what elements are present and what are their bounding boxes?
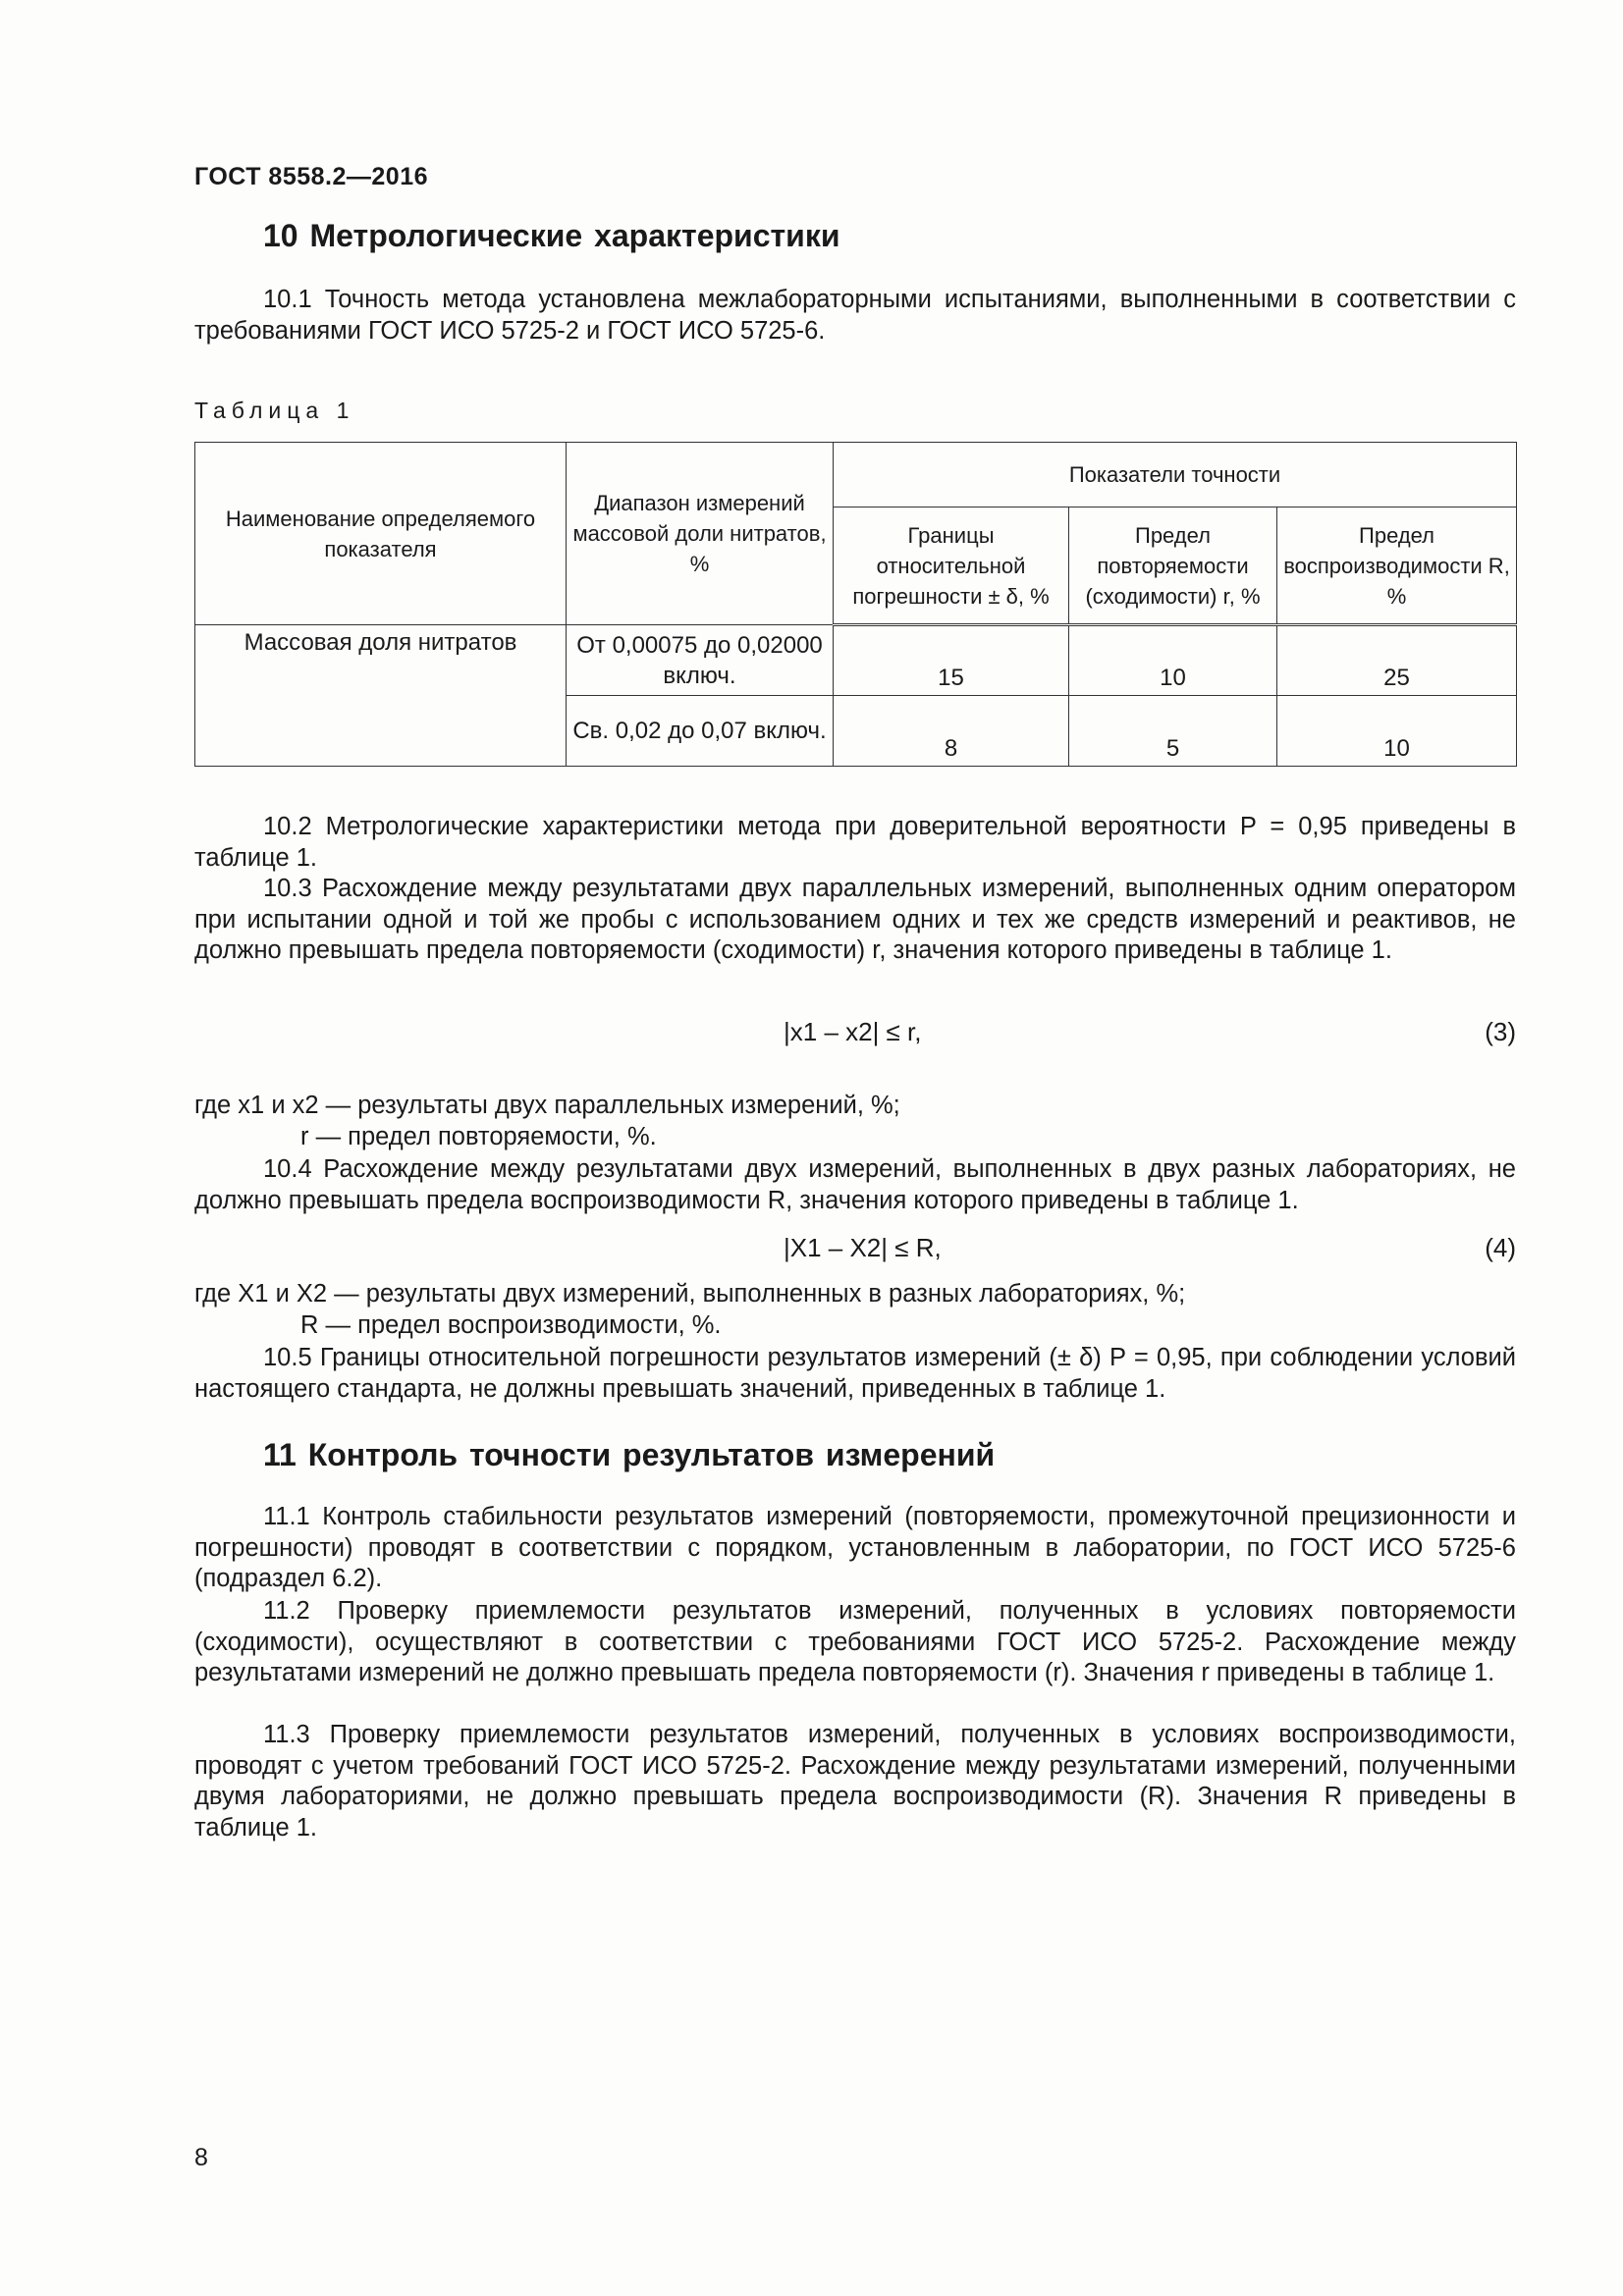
table-row-name: Массовая доля нитратов xyxy=(195,625,567,767)
table-row-delta: 15 xyxy=(834,625,1069,696)
paragraph-10-1: 10.1 Точность метода установлена межлабораторными испытаниями, выполненными в соответствии с требованиями ГОСТ ИСО 5725-2 и ГОСТ ИСО 5725-6. xyxy=(194,286,1516,345)
formula-4-number: (4) xyxy=(1485,1233,1516,1262)
paragraph-11-2: 11.2 Проверку приемлемости результатов измерений, полученных в условиях повторяемости (сходимости), осуществляют в соответствии с требованиями ГОСТ ИСО 5725-2. Расхождение между результатами измерений не должно превышать предела повторяемости (r). Значения r приведены в таблице 1. xyxy=(194,1597,1516,1686)
formula-4 xyxy=(194,1233,1516,1266)
document-id: ГОСТ 8558.2—2016 xyxy=(194,163,429,190)
paragraph-10-2: 10.2 Метрологические характеристики метода при доверительной вероятности P = 0,95 приведены в таблице 1. xyxy=(194,813,1516,872)
page-number: 8 xyxy=(194,2144,208,2171)
table-1 xyxy=(194,442,1517,767)
table-header-delta: Границы относительной погрешности ± δ, % xyxy=(834,507,1069,625)
formula-3-number: (3) xyxy=(1485,1017,1516,1046)
paragraph-10-4: 10.4 Расхождение между результатами двух измерений, выполненных в двух разных лабораториях, не должно превышать предела воспроизводимости R, значения которого приведены в таблице 1. xyxy=(194,1155,1516,1214)
section-10-title: 10 Метрологические характеристики xyxy=(263,218,840,253)
legend-line: R — предел воспроизводимости, %. xyxy=(300,1311,722,1339)
table-row-delta: 8 xyxy=(834,696,1069,767)
table-header-reproducibility: Предел воспроизводимости R, % xyxy=(1277,507,1517,625)
formula-3-expression: |x1 – x2| ≤ r, xyxy=(784,1017,922,1046)
table-caption: Таблица 1 xyxy=(194,398,355,423)
legend-line: где x1 и x2 — результаты двух параллельных измерений, %; xyxy=(194,1092,900,1119)
legend-line: где X1 и X2 — результаты двух измерений, выполненных в разных лабораториях, %; xyxy=(194,1280,1186,1308)
table-header-name: Наименование определяемого показателя xyxy=(195,443,567,625)
paragraph-10-3: 10.3 Расхождение между результатами двух параллельных измерений, выполненных одним оператором при испытании одной и той же пробы с использованием одних и тех же средств измерений и реактивов, не должно превышать предела повторяемости (сходимости) r, значения которого приведены в таблице 1. xyxy=(194,875,1516,964)
table-header-range: Диапазон измерений массовой доли нитратов, % xyxy=(567,443,834,625)
table-header-accuracy-group: Показатели точности xyxy=(834,443,1517,507)
table-row-repeatability: 10 xyxy=(1069,625,1277,696)
formula-4-legend xyxy=(194,1278,1185,1341)
table-row-range: Св. 0,02 до 0,07 включ. xyxy=(567,696,834,767)
paragraph-11-3: 11.3 Проверку приемлемости результатов измерений, полученных в условиях воспроизводимости, проводят с учетом требований ГОСТ ИСО 5725-2. Расхождение между результатами измерений, полученными двумя лабораториями, не должно превышать предела воспроизводимости (R). Значения R приведены в таблице 1. xyxy=(194,1721,1516,1842)
table-row-repeatability: 5 xyxy=(1069,696,1277,767)
table-header-repeatability: Предел повторяемости (сходимости) r, % xyxy=(1069,507,1277,625)
table-row-reproducibility: 25 xyxy=(1277,625,1517,696)
table-row-range: От 0,00075 до 0,02000 включ. xyxy=(567,625,834,696)
legend-line: r — предел повторяемости, %. xyxy=(300,1123,657,1150)
formula-3-legend xyxy=(194,1090,900,1152)
section-11-title: 11 Контроль точности результатов измерений xyxy=(263,1437,996,1472)
paragraph-11-1: 11.1 Контроль стабильности результатов измерений (повторяемости, промежуточной прецизионности и погрешности) проводят в соответствии с порядком, установленным в лаборатории, по ГОСТ ИСО 5725-6 (подраздел 6.2). xyxy=(194,1503,1516,1592)
formula-3 xyxy=(194,1017,1516,1050)
formula-4-expression: |X1 – X2| ≤ R, xyxy=(784,1233,942,1262)
table-row-reproducibility: 10 xyxy=(1277,696,1517,767)
paragraph-10-5: 10.5 Границы относительной погрешности результатов измерений (± δ) P = 0,95, при соблюдении условий настоящего стандарта, не должны превышать значений, приведенных в таблице 1. xyxy=(194,1344,1516,1403)
